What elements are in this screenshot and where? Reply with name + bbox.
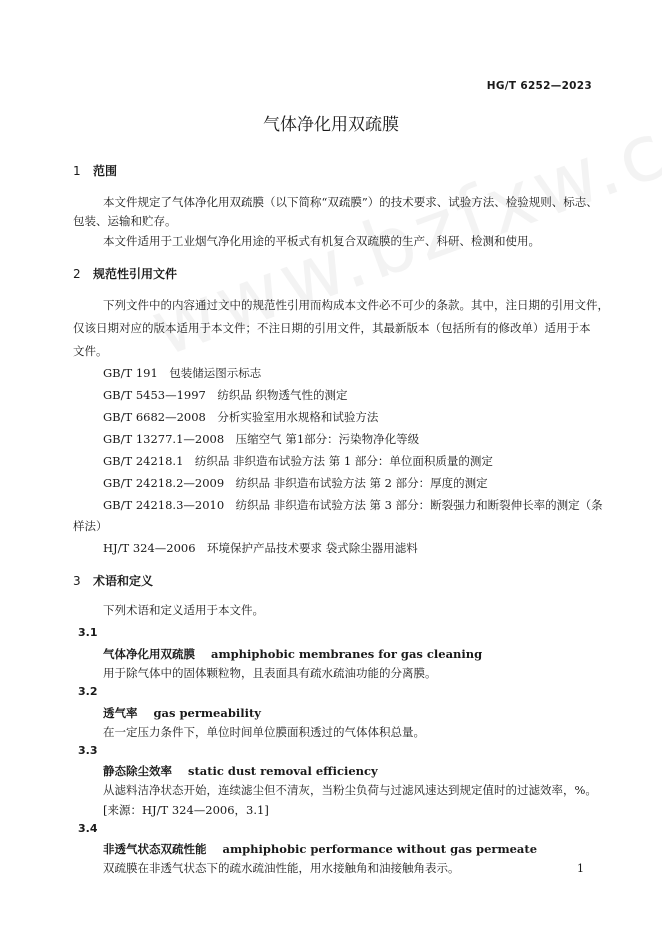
term-number: 3.1 xyxy=(78,626,98,639)
term-title: 透气率 gas permeability xyxy=(103,706,261,720)
section-1-heading: 1 范围 xyxy=(73,164,118,178)
document-title: 气体净化用双疏膜 xyxy=(263,115,399,135)
standard-number: HG/T 6252—2023 xyxy=(486,80,592,92)
reference-item: GB/T 6682—2008 分析实验室用水规格和试验方法 xyxy=(103,410,379,424)
sec2-paragraph-1: 下列文件中的内容通过文中的规范性引用而构成本文件必不可少的条款。其中，注日期的引用文件， xyxy=(103,298,609,312)
reference-item: GB/T 24218.1 纺织品 非织造布试验方法 第 1 部分：单位面积质量的测定 xyxy=(103,454,493,468)
reference-item-cont: 样法） xyxy=(73,519,108,533)
sec2-paragraph-1-end: 文件。 xyxy=(73,344,108,358)
term-number: 3.3 xyxy=(78,744,98,757)
term-source: [来源：HJ/T 324—2006，3.1] xyxy=(103,803,269,817)
sec1-paragraph-1-cont: 包装、运输和贮存。 xyxy=(73,214,177,228)
reference-item: GB/T 5453—1997 纺织品 织物透气性的测定 xyxy=(103,388,348,402)
sec1-paragraph-2: 本文件适用于工业烟气净化用途的平板式有机复合双疏膜的生产、科研、检测和使用。 xyxy=(103,234,540,248)
page-number: 1 xyxy=(577,862,584,875)
term-number: 3.4 xyxy=(78,822,98,835)
sec1-paragraph-1: 本文件规定了气体净化用双疏膜（以下简称“双疏膜”）的技术要求、试验方法、检验规则、标志、 xyxy=(103,195,598,209)
reference-item: GB/T 24218.2—2009 纺织品 非织造布试验方法 第 2 部分：厚度的测定 xyxy=(103,476,488,490)
term-number: 3.2 xyxy=(78,685,98,698)
term-definition: 双疏膜在非透气状态下的疏水疏油性能，用水接触角和油接触角表示。 xyxy=(103,861,460,875)
term-title: 气体净化用双疏膜 amphiphobic membranes for gas cleaning xyxy=(103,647,483,661)
term-title: 非透气状态双疏性能 amphiphobic performance without gas permeate xyxy=(103,842,538,856)
sec3-intro: 下列术语和定义适用于本文件。 xyxy=(103,603,264,617)
reference-item: HJ/T 324—2006 环境保护产品技术要求 袋式除尘器用滤料 xyxy=(103,541,418,555)
term-title: 静态除尘效率 static dust removal efficiency xyxy=(103,764,378,778)
reference-item: GB/T 13277.1—2008 压缩空气 第1部分：污染物净化等级 xyxy=(103,432,420,446)
term-definition: 从滤料洁净状态开始，连续滤尘但不清灰，当粉尘负荷与过滤风速达到规定值时的过滤效率，%。 xyxy=(103,783,597,797)
reference-item: GB/T 24218.3—2010 纺织品 非织造布试验方法 第 3 部分：断裂强力和断裂伸长率的测定（条 xyxy=(103,498,603,512)
term-definition: 用于除气体中的固体颗粒物，且表面具有疏水疏油功能的分离膜。 xyxy=(103,666,437,680)
term-definition: 在一定压力条件下，单位时间单位膜面积透过的气体体积总量。 xyxy=(103,725,425,739)
section-3-heading: 3 术语和定义 xyxy=(73,574,154,588)
section-2-heading: 2 规范性引用文件 xyxy=(73,267,178,281)
reference-item: GB/T 191 包装储运图示标志 xyxy=(103,366,262,380)
sec2-paragraph-1-cont: 仅该日期对应的版本适用于本文件；不注日期的引用文件，其最新版本（包括所有的修改单）适用于本 xyxy=(73,321,591,335)
